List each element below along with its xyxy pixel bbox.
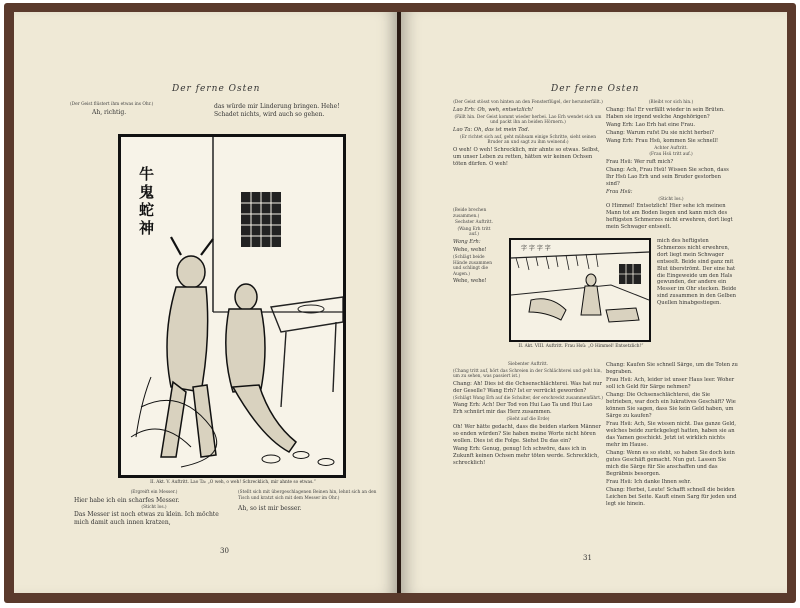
dialogue-line: Chang: Die Ochsenschlächterei, die Sie betrieben, war doch ein lukratives Geschäft? Wie können Sie sagen, dass Sie kein Geld haben, um Särge zu kaufen? (606, 392, 736, 419)
woodcut-drawing-small (511, 240, 649, 340)
text-column-2 (606, 100, 736, 232)
stage-direction: (Ergreift ein Messer.) (130, 490, 178, 495)
dialogue-line: Frau Hsü: Ach, Sie wissen nicht. Das ganze Geld, welches beide zurückgelegt hatten, haben sie an das Yamen geschickt. Jetzt ist wirklich nichts mehr im Hause. (606, 421, 737, 448)
dialogue-line: Frau Hsü: Wer ruft mich? (606, 158, 674, 165)
scene-heading: Achter Auftritt. (654, 145, 688, 151)
text-column-4 (606, 362, 738, 509)
speaker: Wang Erh: (453, 238, 481, 245)
stage-direction: (Er richtet sich auf, geht mühsam einige Schritte, sieht seinen Bruder an und sagt zu ihm weinend:) (460, 134, 596, 146)
page-number-right: 31 (583, 554, 592, 562)
stage-direction: (Sticht los.) (658, 196, 684, 202)
stage-direction: (Wang Erh tritt auf.) (457, 226, 491, 238)
stage-direction: (Sieht auf die Erde) (506, 417, 550, 423)
text-column-1 (453, 100, 603, 169)
woodcut-illustration (118, 134, 346, 478)
stage-direction: (Fällt hin. Der Geist kommt wieder herbei. Lao Erh wendet sich um und packt ihn an beiden Hörnern.) (454, 114, 602, 126)
stage-direction: (Schlägt Wang Erh auf die Schulter, der erschreckt zusammenfährt.) (453, 395, 603, 401)
dialogue-line: Frau Hsü: Ach, leider ist unser Haus leer. Woher soll ich Geld für Särge nehmen? (606, 377, 735, 390)
svg-text:字 字 字 字: 字 字 字 字 (521, 245, 551, 252)
dialogue-line: Chang: Ach, Frau Hsü! Wissen Sie schon, dass Ihr Hsü Lao Erh und sein Bruder gestorben sind? (606, 166, 729, 187)
dialogue-line: Chang: Ah! Dies ist die Ochsenschlächterei. Was hat nur der Geselle? Wang Erh? Ist er verrückt geworden? (453, 380, 602, 394)
dialogue-line: Das Messer ist noch etwas zu klein. Ich möchte mich damit auch innen kratzen, (74, 511, 219, 527)
dialogue-line: Wang Erh: Frau Hsü, kommen Sie schnell! (606, 137, 719, 144)
ideogram-label: 牛鬼蛇神 (139, 165, 155, 237)
stage-direction: Siebenter Auftritt. (507, 362, 549, 367)
speaker: Frau Hsü: (606, 188, 633, 195)
stage-direction: (Bleibt vor sich hin.) (648, 100, 694, 105)
dialogue-line: Wehe, wehe! (453, 246, 487, 253)
scene-heading: Sechster Auftritt. (455, 220, 493, 226)
dialogue-line: Frau Hsü: Ich danke Ihnen sehr. (606, 479, 692, 485)
dialogue-line: Hier habe ich ein scharfes Messer. (74, 496, 180, 504)
dialogue-line: O weh! O weh! Schrecklich, mir ahnte so etwas. Selbst, um unser Leben zu retten, hätten wir keinen Ochsen töten dürfen. O weh! (453, 146, 600, 167)
dialogue-line: Chang: Herbei, Leute! Schafft schnell die beiden Leichen bei Seite. Kauft einen Sarg für jeden und legt sie hinein. (606, 487, 737, 507)
dialogue-line: mich des heftigsten Schmerzes nicht erwehren, dort liegt mein Schwager entseelt. Beide sind ganz mit Blut überströmt. Der eine hat die Eingeweide um den Hals gewunden, der andere ein Messer im Ohr stecken. Beide sind zusammen in den Gelben Quellen hinabgestiegen. (657, 238, 737, 307)
stage-direction: (Stellt sich mit übergeschlagenen Beinen hin, lehnt sich an den Tisch und kratzt sich mit dem Messer im Ohr.) (238, 490, 377, 501)
stage-direction: (Chang tritt auf, hört das Schreien in der Schlächterei und geht hin, um zu sehen, was passiert ist.) (453, 368, 602, 380)
dialogue-line: Lao Ta: Oh, das ist mein Tod. (453, 126, 530, 133)
text-column-left (74, 490, 234, 528)
illustration-caption: II. Akt. V. Auftritt. Lao Ta: „O weh, o weh! Schrecklich, mir ahnte so etwas.“ (150, 480, 316, 485)
dialogue-line: Oh! Wer hätte gedacht, dass die beiden starken Männer so enden würden? Sie haben meine Worte nicht hören wollen. Dies ist die Folge. Siehst Du das ein? (453, 423, 601, 444)
dialogue-line: Ah, so ist mir besser. (238, 505, 302, 513)
page-number-left: 30 (220, 547, 229, 555)
text-column-narrow (453, 208, 495, 286)
illustration-caption-small: II. Akt. VIII. Auftritt. Frau Hsü: „O Himmel! Entsetzlich!“ (518, 344, 644, 349)
dialogue-line: Wang Erh: Lao Erh hat eine Frau. (606, 121, 695, 128)
stage-direction: (Der Geist flüstert ihm etwas ins Ohr.) (70, 102, 154, 107)
dialogue-line: Chang: Kaufen Sie schnell Särge, um die Toten zu begraben. (606, 362, 738, 375)
book (4, 3, 796, 603)
left-page (14, 12, 398, 593)
dialogue-line: Ah, richtig. (92, 109, 127, 116)
stage-direction: (Sticht los.) (141, 504, 167, 510)
dialogue-line: Wang Erh: Genug, genug! Ich schwöre, dass ich in Zukunft keinen Ochsen mehr töten werde. Schrecklich, schrecklich! (453, 445, 600, 466)
text-column-right (238, 490, 378, 513)
dialogue-line: Chang: Wenn es so steht, so haben Sie doch kein gutes Geschäft gemacht. Nun gut. Lassen Sie mich die Särge für Sie anschaffen und das Begräbnis besorgen. (606, 450, 735, 477)
running-title-right: Der ferne Osten (551, 84, 640, 94)
stage-direction: (Schlägt beide Hände zusammen und schlingt die Augen.) (453, 254, 492, 277)
dialogue-line: Chang: Warum rufst Du sie nicht herbei? (606, 129, 714, 136)
dialogue-line: Chang: Ha! Er verfällt wieder in sein Brüten. Haben sie irgend welche Angehörigen? (606, 106, 725, 120)
running-title-left: Der ferne Osten (172, 84, 261, 94)
stage-direction: (Frau Hsü tritt auf.) (649, 152, 693, 158)
dialogue-line: Wehe, wehe! (453, 278, 487, 285)
dialogue-line: das würde mir Linderung bringen. Hehe! Schadet nichts, wird auch so gehen. (214, 103, 340, 118)
dialogue-line: Lao Erh: Oh, weh, entsetzlich! (453, 106, 534, 113)
right-page (401, 12, 787, 593)
woodcut-illustration-small (509, 238, 651, 342)
dialogue-line: Wang Erh: Ach! Der Tod von Hui Lao Ta und Hui Lao Erh schnürt mir das Herz zusammen. (453, 402, 593, 416)
text-column-wrap (657, 238, 737, 308)
text-column-3 (453, 362, 603, 468)
stage-direction: (Beide brechen zusammen.) (453, 208, 487, 219)
dialogue-line: O Himmel! Entsetzlich! Hier sehe ich meinen Mann tot am Boden liegen und kann mich des heftigsten Schmerzes nicht erwehren, dort liegt mein Schwager entseelt. (606, 203, 733, 231)
stage-direction: (Der Geist stösst von hinten an den Fensterflügel, der herunterfällt.) (453, 100, 603, 105)
